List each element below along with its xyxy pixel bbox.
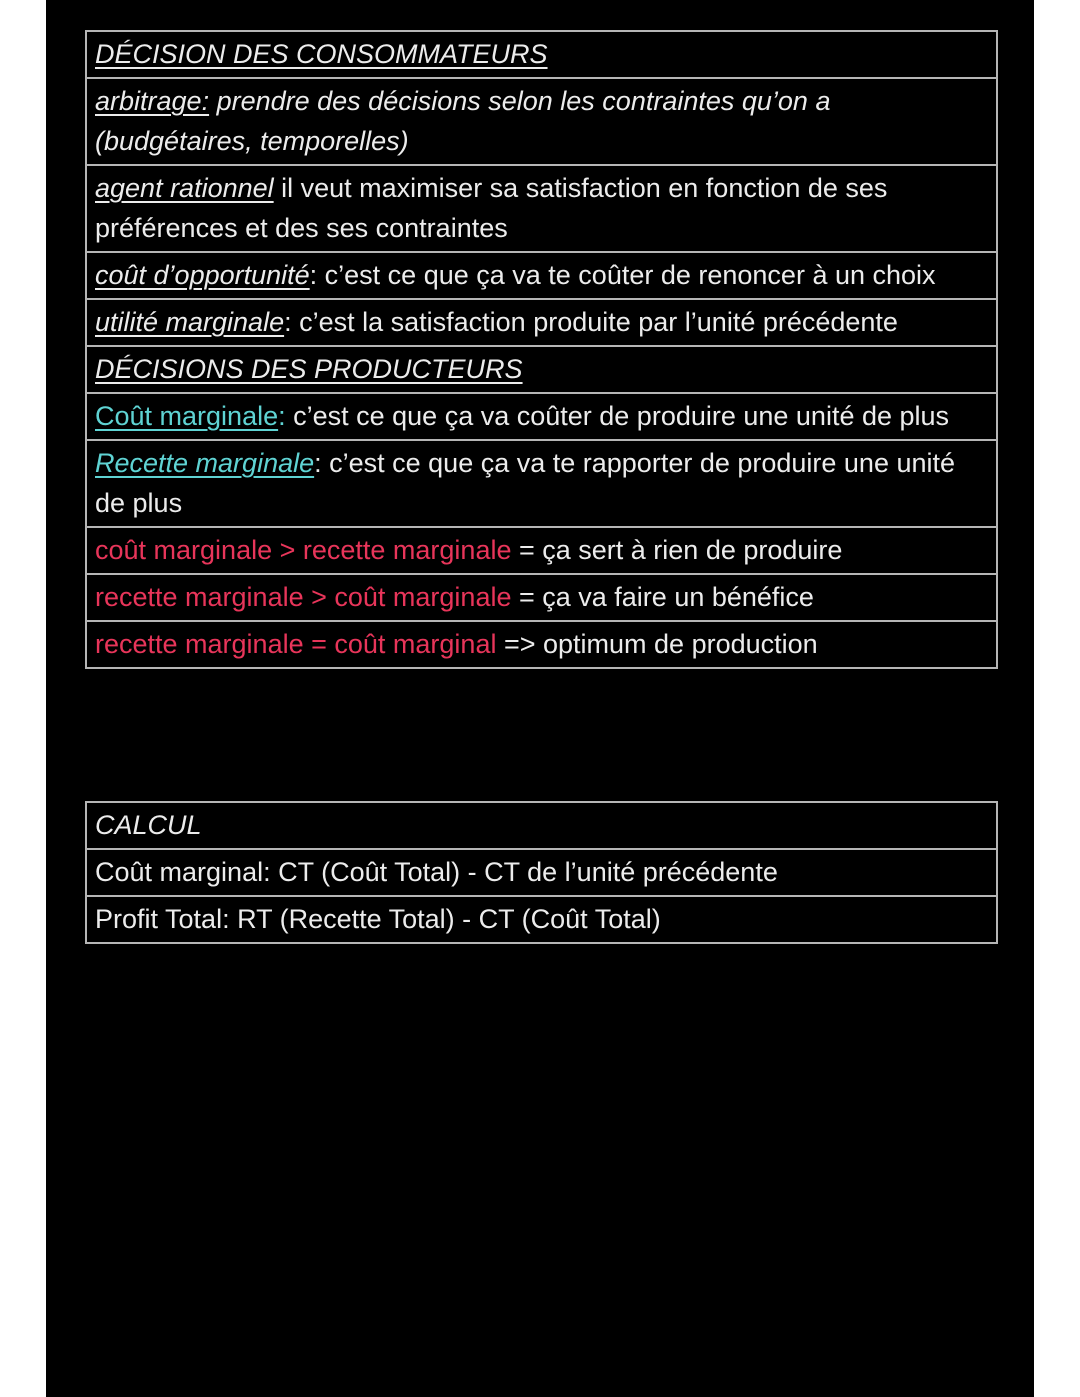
comparison-row-2 [87, 573, 996, 620]
comparison-result-2: = ça va faire un bénéfice [511, 582, 814, 612]
calcul-heading-row [87, 803, 996, 848]
term-cout-opportunite: coût d’opportunité [95, 260, 310, 290]
note-page [46, 0, 1034, 1397]
calcul-table [85, 801, 998, 944]
definition-cout-opportunite: : c’est ce que ça va te coûter de renoncer à un choix [309, 260, 936, 290]
comparison-result-3: => optimum de production [496, 629, 818, 659]
decisions-table [85, 30, 998, 669]
comparison-condition-2: recette marginale > coût marginale [95, 582, 512, 612]
term-arbitrage: arbitrage: [95, 86, 210, 116]
comparison-result-1: = ça sert à rien de produire [511, 535, 843, 565]
calcul-row-profit-total [87, 895, 996, 942]
consumers-heading-row [87, 32, 996, 77]
comparison-condition-1: coût marginale > recette marginale [95, 535, 512, 565]
definition-cout-marginale: c’est ce que ça va coûter de produire une unité de plus [285, 401, 950, 431]
definition-row-arbitrage [87, 77, 996, 164]
calcul-formula-profit-total: Profit Total: RT (Recette Total) - CT (Coût Total) [95, 904, 661, 934]
comparison-row-1 [87, 526, 996, 573]
comparison-row-3 [87, 620, 996, 667]
calcul-formula-cout-marginal: Coût marginal: CT (Coût Total) - CT de l’unité précédente [95, 857, 778, 887]
definition-arbitrage: prendre des décisions selon les contraintes qu’on a (budgétaires, temporelles) [95, 86, 831, 156]
definition-row-cout-marginale [87, 392, 996, 439]
definition-utilite-marginale: : c’est la satisfaction produite par l’unité précédente [284, 307, 898, 337]
definition-agent-rationnel: il veut maximiser sa satisfaction en fonction de ses préférences et des ses contraintes [95, 173, 888, 243]
definition-recette-marginale: : c’est ce que ça va te rapporter de produire une unité de plus [95, 448, 956, 518]
consumers-heading: DÉCISION DES CONSOMMATEURS [95, 39, 548, 69]
definition-row-utilite-marginale [87, 298, 996, 345]
calcul-heading: CALCUL [95, 810, 202, 840]
calcul-row-cout-marginal [87, 848, 996, 895]
term-utilite-marginale: utilité marginale [95, 307, 285, 337]
definition-row-recette-marginale [87, 439, 996, 526]
term-cout-marginale-colon: : [278, 401, 286, 431]
producers-heading: DÉCISIONS DES PRODUCTEURS [95, 354, 523, 384]
term-agent-rationnel: agent rationnel [95, 173, 274, 203]
term-recette-marginale: Recette marginale [95, 448, 315, 478]
term-cout-marginale: Coût marginale [95, 401, 279, 431]
comparison-condition-3: recette marginale = coût marginal [95, 629, 497, 659]
definition-row-agent-rationnel [87, 164, 996, 251]
producers-heading-row [87, 345, 996, 392]
definition-row-cout-opportunite [87, 251, 996, 298]
